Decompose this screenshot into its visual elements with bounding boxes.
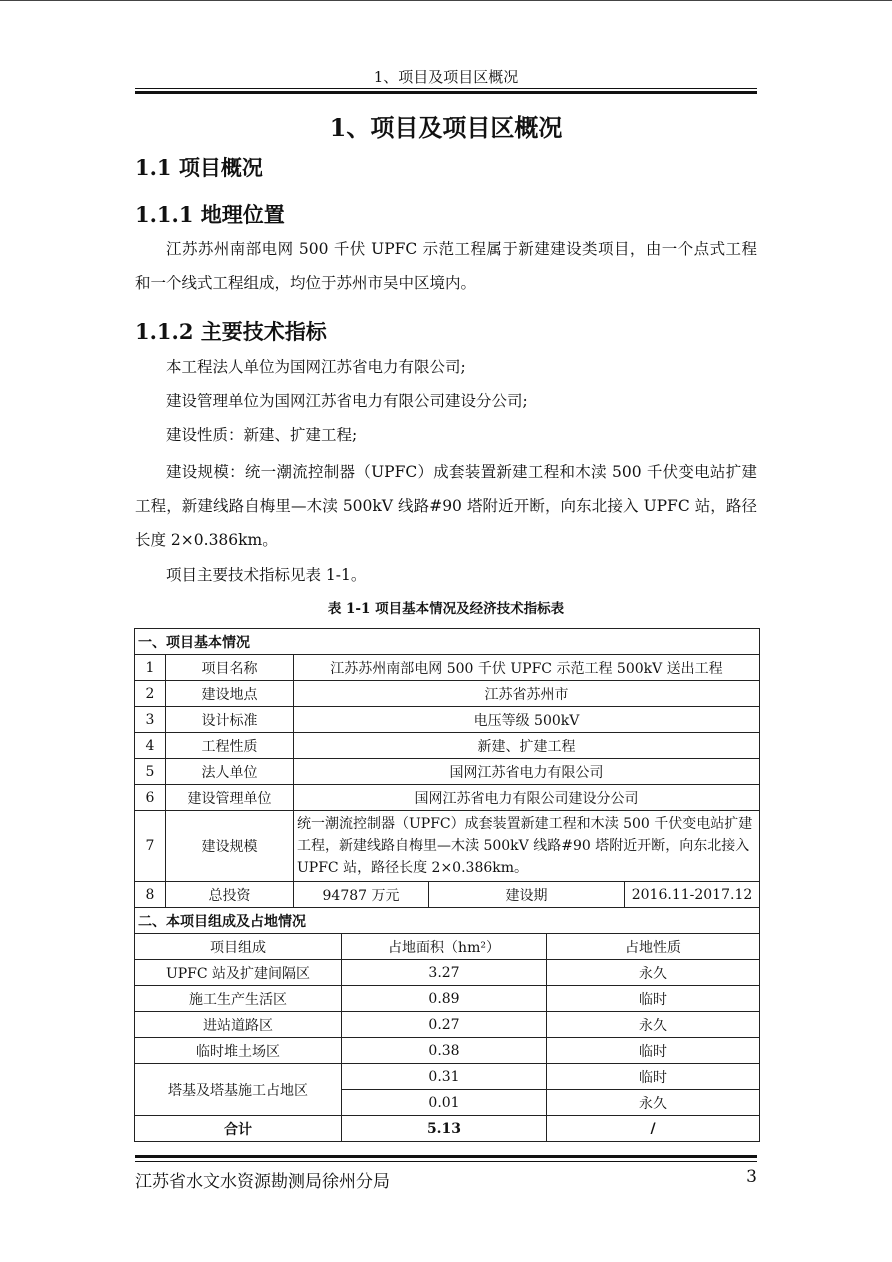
row-value: 国网江苏省电力有限公司 bbox=[294, 759, 760, 785]
row-number: 4 bbox=[135, 733, 166, 759]
land-nature: 永久 bbox=[547, 1090, 760, 1116]
table-section-header bbox=[135, 908, 760, 934]
construction-nature-paragraph: 建设性质：新建、扩建工程; bbox=[166, 426, 358, 444]
row-label: 建设规模 bbox=[166, 811, 294, 882]
total-row bbox=[135, 1116, 760, 1142]
management-unit-paragraph: 建设管理单位为国网江苏省电力有限公司建设分公司; bbox=[166, 392, 528, 410]
section-title-land-use: 二、本项目组成及占地情况 bbox=[135, 908, 760, 934]
construction-period-label: 建设期 bbox=[429, 882, 625, 908]
row-value: 新建、扩建工程 bbox=[294, 733, 760, 759]
section-heading-1-1: 1.1 项目概况 bbox=[135, 155, 263, 180]
land-area: 0.27 bbox=[342, 1012, 547, 1038]
column-header-component: 项目组成 bbox=[135, 934, 342, 960]
row-number: 7 bbox=[135, 811, 166, 882]
row-label: 建设管理单位 bbox=[166, 785, 294, 811]
page-number: 3 bbox=[746, 1167, 757, 1187]
footer-rule-thin bbox=[135, 1161, 757, 1162]
legal-entity-paragraph: 本工程法人单位为国网江苏省电力有限公司; bbox=[166, 358, 466, 376]
row-label: 法人单位 bbox=[166, 759, 294, 785]
land-area: 0.89 bbox=[342, 986, 547, 1012]
table-row-investment bbox=[135, 882, 760, 908]
row-label: 项目名称 bbox=[166, 655, 294, 681]
row-number: 6 bbox=[135, 785, 166, 811]
table-reference-paragraph: 项目主要技术指标见表 1-1。 bbox=[166, 566, 367, 584]
land-component: 塔基及塔基施工占地区 bbox=[135, 1064, 342, 1116]
total-nature: / bbox=[547, 1116, 760, 1142]
footer-rule-thick bbox=[135, 1155, 757, 1158]
table-section-header bbox=[135, 629, 760, 655]
table-row bbox=[135, 655, 760, 681]
top-border bbox=[0, 0, 892, 1]
project-indicator-table bbox=[134, 628, 760, 1142]
total-label: 合计 bbox=[135, 1116, 342, 1142]
column-header-nature: 占地性质 bbox=[547, 934, 760, 960]
land-component: 进站道路区 bbox=[135, 1012, 342, 1038]
table-row bbox=[135, 785, 760, 811]
location-paragraph: 江苏苏州南部电网 500 千伏 UPFC 示范工程属于新建建设类项目，由一个点式工程和一个线式工程组成，均位于苏州市吴中区境内。 bbox=[135, 240, 757, 292]
row-value: 国网江苏省电力有限公司建设分公司 bbox=[294, 785, 760, 811]
land-row bbox=[135, 986, 760, 1012]
header-rule-thin bbox=[135, 88, 757, 89]
land-component: UPFC 站及扩建间隔区 bbox=[135, 960, 342, 986]
row-label: 设计标准 bbox=[166, 707, 294, 733]
land-nature: 永久 bbox=[547, 1012, 760, 1038]
section-heading-1-1-2: 1.1.2 主要技术指标 bbox=[135, 319, 327, 344]
section-heading-1-1-1: 1.1.1 地理位置 bbox=[135, 202, 285, 227]
construction-scale-paragraph: 建设规模：统一潮流控制器（UPFC）成套装置新建工程和木渎 500 千伏变电站扩建工程，新建线路自梅里—木渎 500kV 线路#90 塔附近开断，向东北接入 UPFC 站，路径长度 2×0.386km。 bbox=[135, 463, 757, 549]
land-area: 0.31 bbox=[342, 1064, 547, 1090]
table-row bbox=[135, 733, 760, 759]
land-row bbox=[135, 1038, 760, 1064]
row-value: 电压等级 500kV bbox=[294, 707, 760, 733]
chapter-title: 1、项目及项目区概况 bbox=[329, 113, 563, 142]
footer-organization: 江苏省水文水资源勘测局徐州分局 bbox=[135, 1172, 390, 1192]
land-nature: 临时 bbox=[547, 1064, 760, 1090]
row-number: 8 bbox=[135, 882, 166, 908]
table-row bbox=[135, 681, 760, 707]
section-title-basic-info: 一、项目基本情况 bbox=[135, 629, 760, 655]
row-number: 2 bbox=[135, 681, 166, 707]
header-rule-thick bbox=[135, 91, 757, 94]
land-component: 临时堆土场区 bbox=[135, 1038, 342, 1064]
construction-period-value: 2016.11-2017.12 bbox=[625, 882, 760, 908]
table-row bbox=[135, 707, 760, 733]
row-label: 建设地点 bbox=[166, 681, 294, 707]
construction-scale-value: 统一潮流控制器（UPFC）成套装置新建工程和木渎 500 千伏变电站扩建工程，新建线路自梅里—木渎 500kV 线路#90 塔附近开断，向东北接入 UPFC 站，路径长度 2×0.386km。 bbox=[294, 811, 760, 882]
row-label: 工程性质 bbox=[166, 733, 294, 759]
row-number: 5 bbox=[135, 759, 166, 785]
row-number: 1 bbox=[135, 655, 166, 681]
land-table-header bbox=[135, 934, 760, 960]
row-number: 3 bbox=[135, 707, 166, 733]
row-value: 江苏省苏州市 bbox=[294, 681, 760, 707]
land-area: 3.27 bbox=[342, 960, 547, 986]
table-caption: 表 1-1 项目基本情况及经济技术指标表 bbox=[327, 601, 565, 617]
row-value: 江苏苏州南部电网 500 千伏 UPFC 示范工程 500kV 送出工程 bbox=[294, 655, 760, 681]
land-nature: 临时 bbox=[547, 986, 760, 1012]
land-area: 0.38 bbox=[342, 1038, 547, 1064]
land-component: 施工生产生活区 bbox=[135, 986, 342, 1012]
row-label: 总投资 bbox=[166, 882, 294, 908]
land-row bbox=[135, 1064, 760, 1090]
land-nature: 临时 bbox=[547, 1038, 760, 1064]
investment-value: 94787 万元 bbox=[294, 882, 429, 908]
land-area: 0.01 bbox=[342, 1090, 547, 1116]
table-row-scale bbox=[135, 811, 760, 882]
running-header: 1、项目及项目区概况 bbox=[373, 68, 519, 86]
land-row bbox=[135, 960, 760, 986]
total-area: 5.13 bbox=[342, 1116, 547, 1142]
land-row bbox=[135, 1012, 760, 1038]
land-nature: 永久 bbox=[547, 960, 760, 986]
table-row bbox=[135, 759, 760, 785]
column-header-area: 占地面积（hm²） bbox=[342, 934, 547, 960]
